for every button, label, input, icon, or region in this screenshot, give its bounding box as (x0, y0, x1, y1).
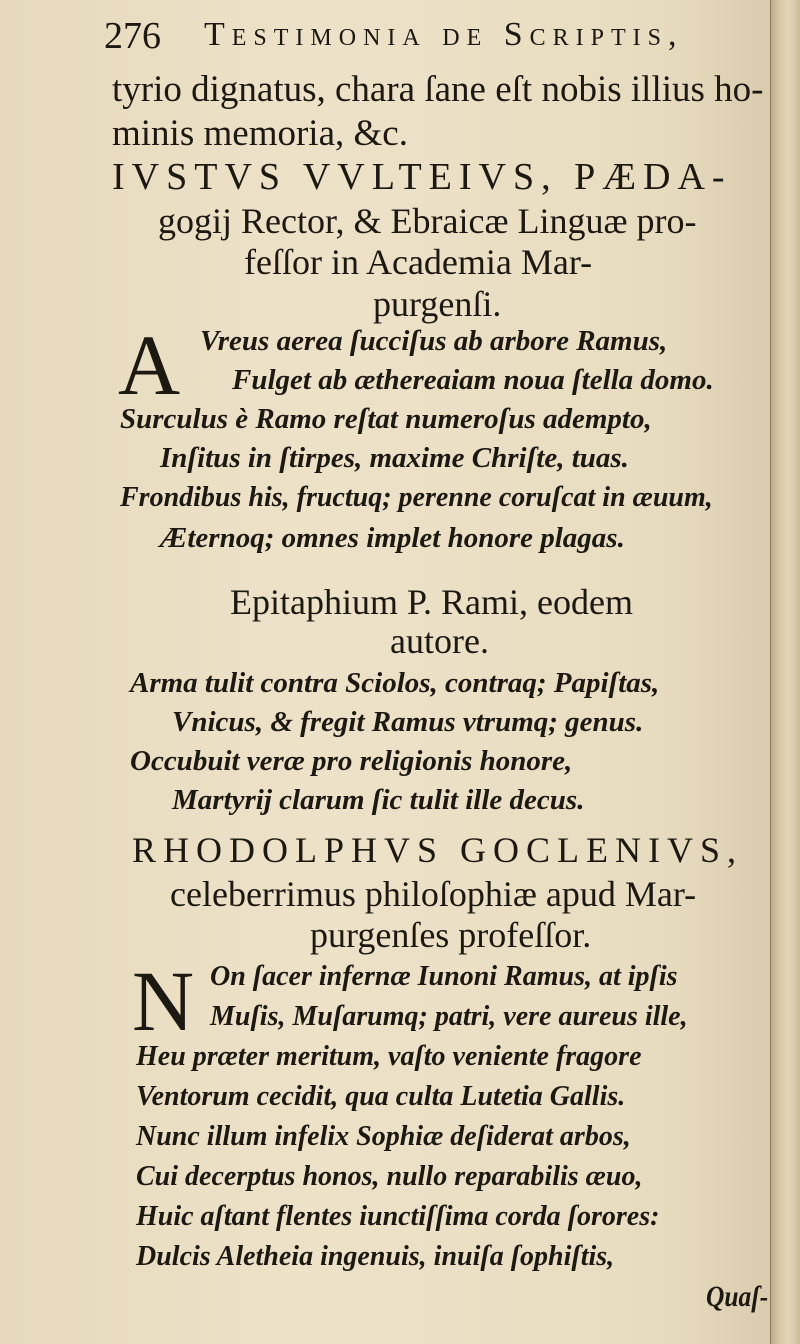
verse-line: Dulcis Aletheia ingenuis, inuiſa ſophiſtis, (136, 1241, 615, 1272)
verse-line: Muſis, Muſarumq; patri, vere aureus ille, (210, 1001, 688, 1032)
section-heading: RHODOLPHVS GOCLENIVS, (132, 830, 744, 870)
section-heading-line: purgenſes profeſſor. (310, 915, 592, 955)
text-line: minis memoria, &c. (112, 113, 408, 154)
verse-line: Huic aſtant flentes iunctiſſima corda ſorores: (136, 1201, 660, 1232)
section-heading-line: feſſor in Academia Mar- (244, 242, 593, 282)
facing-page-edge (770, 0, 800, 1344)
epitaph-heading: autore. (390, 621, 489, 661)
verse-line: Surculus è Ramo reſtat numeroſus adempto, (120, 403, 652, 435)
drop-capital: N (132, 953, 195, 1049)
verse-line: Heu præter meritum, vaſto veniente fragore (136, 1041, 642, 1072)
verse-line: Fulget ab æthereaiam noua ſtella domo. (232, 364, 714, 396)
drop-capital: A (118, 317, 181, 413)
section-heading-line: gogij Rector, & Ebraicæ Linguæ pro- (158, 201, 697, 241)
catchword: Quaſ- (706, 1280, 769, 1313)
verse-line: Nunc illum infelix Sophiæ deſiderat arbos, (136, 1121, 631, 1152)
verse-line: Cui decerptus honos, nullo reparabilis æuo, (136, 1161, 643, 1192)
verse-line: Arma tulit contra Sciolos, contraq; Papiſtas, (130, 667, 660, 699)
section-heading-line: celeberrimus philoſophiæ apud Mar- (170, 874, 697, 914)
page-number: 276 (104, 15, 161, 57)
verse-line: Occubuit veræ pro religionis honore, (130, 745, 573, 777)
verse-line: Martyrij clarum ſic tulit ille decus. (172, 784, 585, 816)
verse-line: Frondibus his, fructuq; perenne coruſcat in æuum, (120, 482, 713, 513)
section-heading-line: purgenſi. (373, 284, 502, 324)
running-head-title: Testimonia de Scriptis, (204, 16, 684, 53)
section-heading: IVSTVS VVLTEIVS, PÆDA- (112, 156, 732, 198)
verse-line: Ventorum cecidit, qua culta Lutetia Gallis. (136, 1081, 626, 1112)
verse-line: Vnicus, & fregit Ramus vtrumq; genus. (172, 706, 644, 738)
text-line: tyrio dignatus, chara ſane eſt nobis illius ho- (112, 69, 764, 110)
epitaph-heading: Epitaphium P. Rami, eodem (230, 582, 633, 622)
verse-line: Vreus aerea ſucciſus ab arbore Ramus, (200, 325, 668, 357)
verse-line: Æternoq; omnes implet honore plagas. (160, 522, 625, 554)
verse-line: On ſacer infernæ Iunoni Ramus, at ipſis (210, 961, 678, 992)
verse-line: Inſitus in ſtirpes, maxime Chriſte, tuas. (160, 442, 629, 474)
